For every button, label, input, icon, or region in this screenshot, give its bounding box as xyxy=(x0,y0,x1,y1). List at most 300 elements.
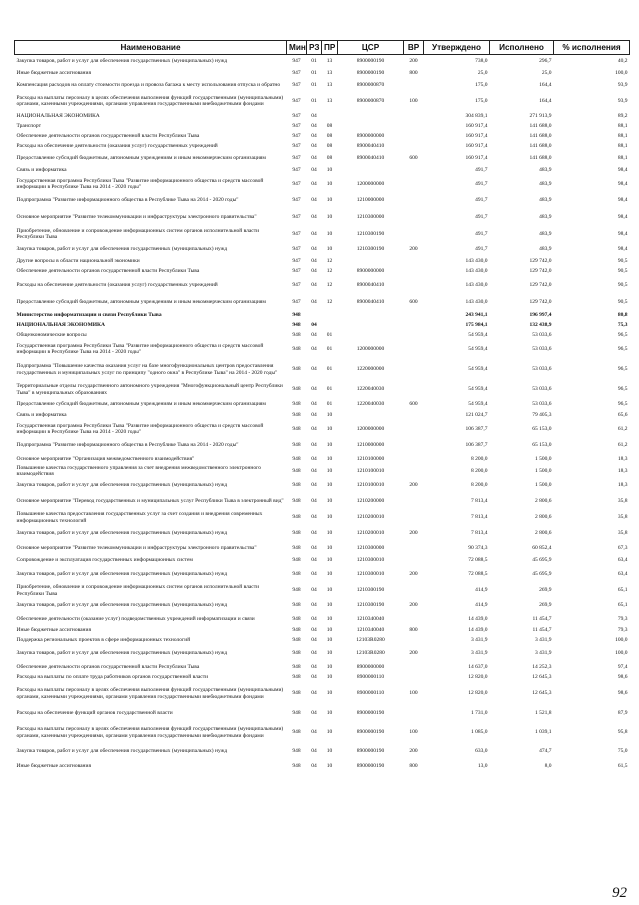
cell-expense-type: 200 xyxy=(409,58,418,65)
cell-target-article: 12103R0280 xyxy=(356,637,385,644)
cell-section: 04 xyxy=(311,123,317,130)
table-row xyxy=(15,55,630,68)
cell-ministry: 947 xyxy=(292,281,301,288)
cell-target-article: 12103R0280 xyxy=(356,650,385,657)
cell-approved: 160 917,4 xyxy=(465,154,488,161)
cell-name: Другие вопросы в области национальной экономики xyxy=(16,258,140,265)
cell-target-article: 1210000000 xyxy=(356,197,385,204)
cell-subsection: 10 xyxy=(326,455,333,462)
cell-expense-type: 600 xyxy=(409,298,418,305)
cell-executed: 483,9 xyxy=(539,230,552,237)
cell-expense-type xyxy=(404,79,424,92)
cell-approved: 738,0 xyxy=(475,58,488,65)
cell-target-article: 1210300190 xyxy=(356,587,385,594)
table-row xyxy=(15,257,630,267)
cell-ministry: 948 xyxy=(292,674,301,681)
table-row xyxy=(15,267,630,277)
cell-executed: 65 153,0 xyxy=(532,442,552,449)
cell-approved: 90 374,3 xyxy=(468,545,488,552)
cell-approved: 304 839,1 xyxy=(465,112,488,119)
budget-execution-table xyxy=(14,40,630,773)
cell-section: 04 xyxy=(311,112,317,119)
cell-name: Расходы на выплаты персоналу в целях обеспечения выполнения функций государственными (муниципальными) органами, казенными учреждениями, органами управления государственными внебюджетными фондами xyxy=(16,687,284,700)
cell-subsection: 13 xyxy=(326,81,333,88)
cell-percent: 89,2 xyxy=(617,112,628,119)
cell-executed: 2 800,6 xyxy=(535,514,552,521)
table-row xyxy=(15,626,630,636)
cell-percent: 98,4 xyxy=(617,230,628,237)
cell-executed: 483,9 xyxy=(539,246,552,253)
cell-executed: 12 645,3 xyxy=(532,674,552,681)
cell-section: 04 xyxy=(311,154,317,161)
cell-percent: 61,5 xyxy=(617,762,628,769)
cell-section: 01 xyxy=(311,97,317,104)
cell-executed: 271 913,9 xyxy=(529,112,552,119)
cell-expense-type xyxy=(404,321,424,331)
cell-approved: 13,0 xyxy=(477,762,488,769)
cell-target-article: 8900000110 xyxy=(356,674,385,681)
cell-ministry: 948 xyxy=(292,570,301,577)
cell-expense-type xyxy=(404,494,424,510)
cell-approved: 491,7 xyxy=(475,230,488,237)
cell-percent: 90,5 xyxy=(617,258,628,265)
cell-section: 04 xyxy=(311,650,317,657)
cell-expense-type xyxy=(404,122,424,132)
cell-expense-type: 200 xyxy=(409,748,418,755)
cell-target-article: 1210340040 xyxy=(356,615,385,622)
cell-percent: 75,0 xyxy=(617,748,628,755)
cell-name: Приобретение, обновление и сопровождение информационных систем органов исполнительной власти Республики Тыва xyxy=(16,227,260,240)
cell-percent: 97,4 xyxy=(617,663,628,670)
cell-approved: 175 984,1 xyxy=(465,322,488,329)
cell-subsection: 10 xyxy=(326,557,333,564)
cell-section: 04 xyxy=(311,442,317,449)
cell-subsection: 13 xyxy=(326,58,333,65)
cell-executed: 53 033,6 xyxy=(532,345,552,352)
table-row xyxy=(15,646,630,662)
cell-ministry: 948 xyxy=(292,498,301,505)
cell-expense-type xyxy=(404,165,424,176)
cell-section: 04 xyxy=(311,412,317,419)
cell-approved: 633,0 xyxy=(475,748,488,755)
cell-ministry: 947 xyxy=(292,166,301,173)
cell-ministry: 948 xyxy=(292,530,301,537)
cell-executed: 2 800,6 xyxy=(535,530,552,537)
cell-percent: 88,1 xyxy=(617,133,628,140)
cell-subsection: 10 xyxy=(326,663,333,670)
cell-approved: 14 439,0 xyxy=(468,627,488,634)
table-row xyxy=(15,421,630,438)
cell-name: Приобретение, обновление и сопровождение информационных систем органов исполнительной власти Республики Тыва xyxy=(16,584,260,597)
cell-target-article: 1210100000 xyxy=(356,455,385,462)
cell-percent: 88,1 xyxy=(617,123,628,130)
table-row xyxy=(15,331,630,341)
table-row xyxy=(15,636,630,646)
cell-expense-type xyxy=(404,341,424,358)
cell-name: Государственная программа Республики Тыва "Развитие информационного общества и средств массовой информации в Республике Тыва на 2014 - 2020 годы" xyxy=(16,177,264,190)
cell-executed: 12 645,3 xyxy=(532,690,552,697)
cell-ministry: 947 xyxy=(292,58,301,65)
cell-target-article xyxy=(338,111,404,122)
cell-section: 04 xyxy=(311,332,317,339)
cell-name: Министерство информатизации и связи Республики Тыва xyxy=(16,312,162,319)
cell-section: 04 xyxy=(311,366,317,373)
cell-executed: 1 500,0 xyxy=(535,455,552,462)
cell-percent: 75,3 xyxy=(617,322,628,329)
cell-expense-type: 800 xyxy=(409,69,418,76)
cell-executed: 25,0 xyxy=(541,69,552,76)
cell-ministry: 948 xyxy=(292,690,301,697)
cell-approved: 54 959,4 xyxy=(468,345,488,352)
cell-section: 04 xyxy=(311,467,317,474)
cell-target-article: 8900000190 xyxy=(356,58,385,65)
cell-executed: 1 500,0 xyxy=(535,482,552,489)
cell-section: 04 xyxy=(311,180,317,187)
cell-subsection: 12 xyxy=(326,298,333,305)
cell-subsection: 10 xyxy=(326,425,333,432)
cell-ministry: 948 xyxy=(292,663,301,670)
table-row xyxy=(15,321,630,331)
cell-executed: 53 033,6 xyxy=(532,386,552,393)
cell-executed: 474,7 xyxy=(539,748,552,755)
cell-executed: 14 252,3 xyxy=(532,663,552,670)
cell-target-article: 1220000000 xyxy=(356,366,385,373)
table-row xyxy=(15,111,630,122)
cell-percent: 100,0 xyxy=(615,650,628,657)
table-header-row xyxy=(15,41,630,55)
cell-ministry: 948 xyxy=(292,332,301,339)
cell-name: Закупка товаров, работ и услуг для обеспечения государственных (муниципальных) нужд xyxy=(16,748,228,755)
cell-approved: 1 731,0 xyxy=(471,709,488,716)
cell-executed: 11 454,7 xyxy=(532,615,552,622)
table-row xyxy=(15,478,630,494)
cell-name: Основное мероприятие "Организация межведомственного взаимодействия" xyxy=(16,455,195,462)
cell-approved: 143 430,0 xyxy=(465,268,488,275)
cell-percent: 35,8 xyxy=(617,498,628,505)
cell-section: 04 xyxy=(311,674,317,681)
cell-percent: 61,2 xyxy=(617,442,628,449)
cell-subsection: 12 xyxy=(326,258,333,265)
cell-name: Обеспечение деятельности органов государственной власти Республики Тыва xyxy=(16,663,200,670)
cell-approved: 3 431,9 xyxy=(471,650,488,657)
cell-subsection: 10 xyxy=(326,180,333,187)
cell-percent: 98,6 xyxy=(617,674,628,681)
cell-percent: 79,3 xyxy=(617,615,628,622)
cell-executed: 141 688,0 xyxy=(529,143,552,150)
cell-percent: 88,1 xyxy=(617,154,628,161)
cell-subsection: 10 xyxy=(326,587,333,594)
cell-approved: 72 088,5 xyxy=(468,570,488,577)
cell-expense-type xyxy=(404,176,424,193)
cell-subsection: 08 xyxy=(326,143,333,150)
cell-percent: 18,3 xyxy=(617,455,628,462)
cell-ministry: 947 xyxy=(292,154,301,161)
cell-ministry: 947 xyxy=(292,180,301,187)
cell-subsection: 10 xyxy=(326,627,333,634)
cell-approved: 54 959,4 xyxy=(468,400,488,407)
cell-target-article xyxy=(338,122,404,132)
cell-section: 04 xyxy=(311,570,317,577)
cell-percent: 98,4 xyxy=(617,213,628,220)
cell-percent: 96,5 xyxy=(617,386,628,393)
table-row xyxy=(15,68,630,79)
cell-expense-type: 200 xyxy=(409,530,418,537)
cell-expense-type: 100 xyxy=(409,729,418,736)
cell-section: 04 xyxy=(311,663,317,670)
cell-name: Иные бюджетные ассигнования xyxy=(16,627,91,634)
cell-target-article: 1220040030 xyxy=(356,386,385,393)
table-row xyxy=(15,454,630,465)
cell-name: Иные бюджетные ассигнования xyxy=(16,762,91,769)
cell-approved: 491,7 xyxy=(475,197,488,204)
cell-percent: 63,4 xyxy=(617,557,628,564)
cell-expense-type xyxy=(404,465,424,478)
table-row xyxy=(15,542,630,556)
table-row xyxy=(15,382,630,398)
cell-target-article: 8900040410 xyxy=(356,281,385,288)
cell-expense-type xyxy=(404,556,424,566)
cell-executed: 164,4 xyxy=(539,81,552,88)
cell-section: 04 xyxy=(311,690,317,697)
table-row xyxy=(15,341,630,358)
cell-approved: 54 959,4 xyxy=(468,366,488,373)
cell-subsection: 10 xyxy=(326,690,333,697)
table-row xyxy=(15,142,630,152)
cell-subsection xyxy=(322,311,338,321)
cell-subsection: 13 xyxy=(326,69,333,76)
cell-approved: 12 820,0 xyxy=(468,690,488,697)
cell-target-article: 8900000190 xyxy=(356,762,385,769)
cell-name: Расходы на выплаты персоналу в целях обеспечения выполнения функций государственными (муниципальными) органами, казенными учреждениями, органами управления государственными внебюджетными фондами xyxy=(16,726,284,739)
cell-executed: 8,0 xyxy=(544,762,552,769)
cell-executed: 11 454,7 xyxy=(532,627,552,634)
cell-subsection: 08 xyxy=(326,133,333,140)
table-row xyxy=(15,165,630,176)
cell-target-article xyxy=(338,257,404,267)
cell-ministry: 948 xyxy=(292,545,301,552)
cell-target-article: 8900000000 xyxy=(356,268,385,275)
table-row xyxy=(15,411,630,421)
table-row xyxy=(15,152,630,165)
cell-approved: 143 430,0 xyxy=(465,281,488,288)
cell-executed: 1 039,1 xyxy=(535,729,552,736)
table-row xyxy=(15,79,630,92)
cell-expense-type: 800 xyxy=(409,762,418,769)
cell-percent: 67,3 xyxy=(617,545,628,552)
table-row xyxy=(15,438,630,454)
page-number: 92 xyxy=(612,885,627,901)
cell-approved: 12 820,0 xyxy=(468,674,488,681)
cell-expense-type xyxy=(404,267,424,277)
cell-section: 04 xyxy=(311,482,317,489)
cell-name: Подпрограмма "Развитие информационного общества в Республике Тыва на 2014 - 2020 годы" xyxy=(16,197,239,204)
col-header-ministry: Мин xyxy=(287,41,307,55)
table-row xyxy=(15,599,630,613)
cell-target-article xyxy=(338,311,404,321)
cell-target-article: 8900040410 xyxy=(356,298,385,305)
cell-section: 04 xyxy=(311,729,317,736)
cell-percent: 96,5 xyxy=(617,400,628,407)
table-row xyxy=(15,465,630,478)
cell-approved: 414,9 xyxy=(475,587,488,594)
cell-expense-type xyxy=(404,382,424,398)
cell-expense-type xyxy=(404,111,424,122)
cell-ministry: 948 xyxy=(292,637,301,644)
cell-ministry: 947 xyxy=(292,197,301,204)
col-header-subsection: ПР xyxy=(322,41,338,55)
cell-expense-type xyxy=(404,542,424,556)
cell-ministry: 948 xyxy=(292,322,301,329)
cell-approved: 8 200,0 xyxy=(471,482,488,489)
cell-expense-type: 800 xyxy=(409,627,418,634)
cell-subsection: 10 xyxy=(326,709,333,716)
cell-ministry: 948 xyxy=(292,482,301,489)
cell-ministry: 947 xyxy=(292,69,301,76)
table-row xyxy=(15,398,630,411)
cell-name: Поддержка региональных проектов в сфере информационных технологий xyxy=(16,637,191,644)
cell-target-article: 8900000190 xyxy=(356,69,385,76)
cell-name: Государственная программа Республики Тыва "Развитие информационного общества и средств массовой информации в Республике Тыва на 2014 - 2020 годы" xyxy=(16,422,264,435)
cell-ministry: 948 xyxy=(292,709,301,716)
cell-approved: 14 637,0 xyxy=(468,663,488,670)
cell-executed: 2 800,6 xyxy=(535,498,552,505)
cell-ministry: 947 xyxy=(292,81,301,88)
cell-executed: 3 431,9 xyxy=(535,650,552,657)
cell-name: Общеэкономические вопросы xyxy=(16,332,87,339)
cell-name: Расходы на выплаты по оплате труда работников органов государственной власти xyxy=(16,674,209,681)
cell-section: 04 xyxy=(311,514,317,521)
cell-approved: 72 088,5 xyxy=(468,557,488,564)
cell-expense-type xyxy=(404,411,424,421)
cell-expense-type xyxy=(404,705,424,722)
cell-expense-type: 200 xyxy=(409,602,418,609)
table-row xyxy=(15,510,630,526)
cell-percent: 98,6 xyxy=(617,690,628,697)
cell-ministry: 948 xyxy=(292,762,301,769)
cell-subsection: 10 xyxy=(326,650,333,657)
cell-target-article: 1200000000 xyxy=(356,425,385,432)
cell-executed: 1 500,0 xyxy=(535,467,552,474)
cell-ministry: 948 xyxy=(292,729,301,736)
cell-expense-type xyxy=(404,636,424,646)
cell-section: 04 xyxy=(311,762,317,769)
cell-name: Закупка товаров, работ и услуг для обеспечения государственных (муниципальных) нужд xyxy=(16,602,228,609)
cell-subsection: 10 xyxy=(326,637,333,644)
cell-section: 04 xyxy=(311,230,317,237)
cell-expense-type: 200 xyxy=(409,246,418,253)
table-row xyxy=(15,673,630,683)
cell-subsection: 10 xyxy=(326,530,333,537)
cell-target-article: 8900000190 xyxy=(356,709,385,716)
table-row xyxy=(15,662,630,673)
cell-section: 04 xyxy=(311,557,317,564)
cell-percent: 65,1 xyxy=(617,602,628,609)
cell-section: 04 xyxy=(311,386,317,393)
cell-section: 04 xyxy=(311,345,317,352)
cell-subsection: 01 xyxy=(326,400,333,407)
cell-subsection: 01 xyxy=(326,366,333,373)
cell-name: Расходы на выплаты персоналу в целях обеспечения выполнения функций государственными (муниципальными) органами, казенными учреждениями, органами управления государственными внебюджетными фондами xyxy=(16,94,284,107)
cell-executed: 269,9 xyxy=(539,587,552,594)
cell-section: 04 xyxy=(311,281,317,288)
cell-executed: 296,7 xyxy=(539,58,552,65)
cell-subsection: 10 xyxy=(326,615,333,622)
cell-name: Закупка товаров, работ и услуг для обеспечения государственных (муниципальных) нужд xyxy=(16,530,228,537)
cell-name: Связь и информатика xyxy=(16,166,67,173)
cell-percent: 100,0 xyxy=(615,69,628,76)
cell-percent: 100,0 xyxy=(615,637,628,644)
cell-name: Подпрограмма "Развитие информационного общества в Республике Тыва на 2014 - 2020 годы" xyxy=(16,442,239,449)
cell-ministry: 948 xyxy=(292,615,301,622)
cell-name: Территориальные отделы государственного автономного учреждения "Многофункциональный центр Республики Тыва" в муниципальных образованиях xyxy=(16,383,283,396)
col-header-percent: % исполнения xyxy=(554,41,630,55)
cell-name: Обеспечение деятельности (оказание услуг) подведомственных учреждений информатизации и связи xyxy=(16,615,255,622)
table-row xyxy=(15,243,630,257)
cell-percent: 90,5 xyxy=(617,281,628,288)
table-row xyxy=(15,613,630,626)
cell-ministry: 947 xyxy=(292,97,301,104)
cell-expense-type: 100 xyxy=(409,690,418,697)
cell-ministry: 948 xyxy=(292,748,301,755)
cell-name: Расходы на обеспечение функций органов государственной власти xyxy=(16,709,173,716)
table-row xyxy=(15,556,630,566)
cell-executed: 483,9 xyxy=(539,180,552,187)
table-row xyxy=(15,683,630,705)
cell-section: 04 xyxy=(311,298,317,305)
cell-executed: 129 742,0 xyxy=(529,281,552,288)
cell-section: 04 xyxy=(311,545,317,552)
cell-name: Повышение качества предоставления государственных услуг за счет создания и внедрения современных информационных технологий xyxy=(16,511,263,524)
cell-section xyxy=(307,311,322,321)
cell-approved: 54 959,4 xyxy=(468,386,488,393)
table-row xyxy=(15,494,630,510)
cell-name: Основное мероприятие "Перевод государственных и муниципальных услуг Республики Тыва в электронный вид" xyxy=(16,498,284,505)
cell-subsection: 13 xyxy=(326,97,333,104)
cell-ministry: 947 xyxy=(292,133,301,140)
cell-name: Сопровождение и эксплуатация государственных информационных систем xyxy=(16,557,193,564)
cell-section: 01 xyxy=(311,69,317,76)
cell-name: НАЦИОНАЛЬНАЯ ЭКОНОМИКА xyxy=(16,322,106,329)
cell-expense-type xyxy=(404,358,424,382)
cell-ministry: 947 xyxy=(292,213,301,220)
cell-subsection: 10 xyxy=(326,545,333,552)
cell-executed: 53 033,6 xyxy=(532,400,552,407)
cell-expense-type: 100 xyxy=(409,97,418,104)
cell-ministry: 948 xyxy=(292,514,301,521)
cell-subsection: 10 xyxy=(326,467,333,474)
cell-section: 04 xyxy=(311,322,317,329)
cell-target-article: 1210300190 xyxy=(356,246,385,253)
cell-ministry: 948 xyxy=(292,345,301,352)
cell-approved: 160 917,4 xyxy=(465,133,488,140)
cell-expense-type: 200 xyxy=(409,482,418,489)
cell-executed: 45 695,9 xyxy=(532,570,552,577)
cell-ministry: 948 xyxy=(292,627,301,634)
cell-target-article: 1210300190 xyxy=(356,602,385,609)
cell-percent: 40,2 xyxy=(617,58,628,65)
cell-target-article: 8900000190 xyxy=(356,729,385,736)
cell-section: 01 xyxy=(311,81,317,88)
cell-subsection: 01 xyxy=(326,345,333,352)
cell-subsection: 10 xyxy=(326,748,333,755)
cell-name: Предоставление субсидий бюджетным, автономным учреждениям и иным некоммерческим организациям xyxy=(16,154,266,161)
cell-expense-type: 200 xyxy=(409,650,418,657)
cell-expense-type xyxy=(404,132,424,142)
cell-executed: 129 742,0 xyxy=(529,258,552,265)
cell-name: Предоставление субсидий бюджетным, автономным учреждениям и иным некоммерческим организациям xyxy=(16,298,266,305)
cell-subsection: 10 xyxy=(326,482,333,489)
table-row xyxy=(15,132,630,142)
